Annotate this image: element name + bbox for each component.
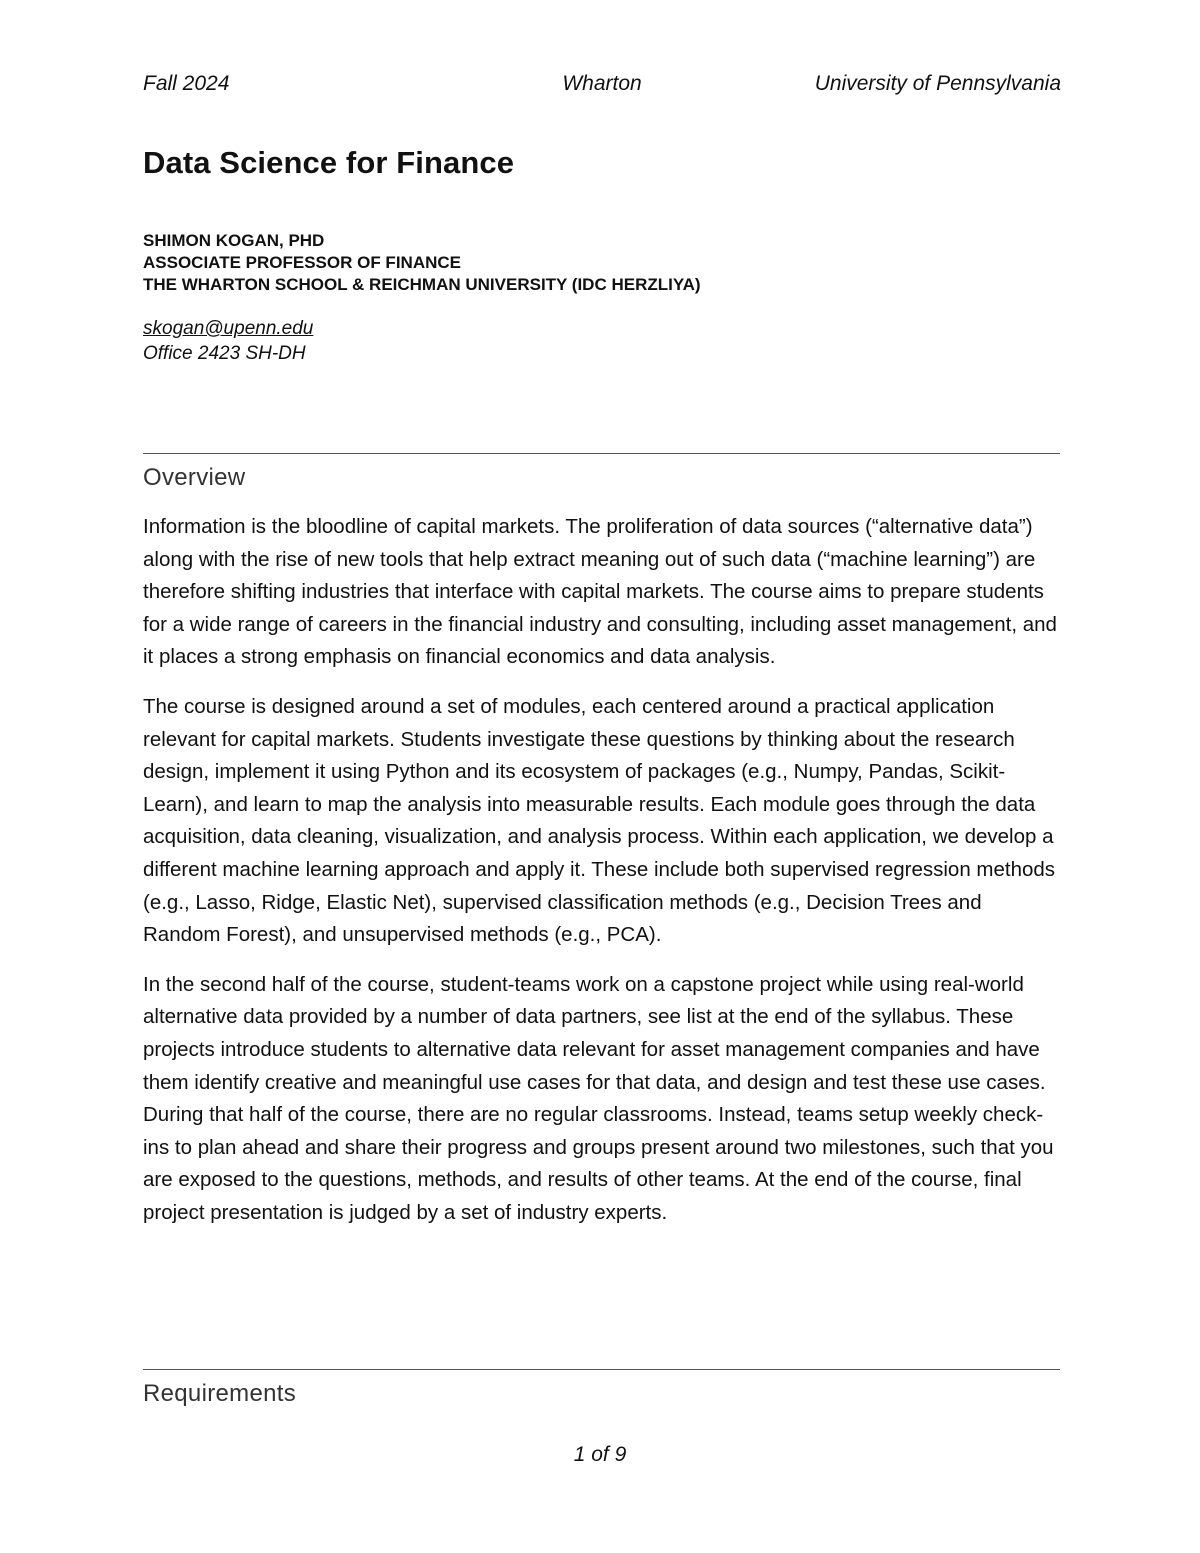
- author-affiliation: THE WHARTON SCHOOL & REICHMAN UNIVERSITY (IDC HERZLIYA): [143, 275, 701, 294]
- header-university: University of Pennsylvania: [814, 72, 1061, 95]
- header-school: Wharton: [562, 72, 642, 95]
- section-heading-overview: Overview: [143, 464, 246, 491]
- contact-block: [143, 316, 313, 366]
- author-block: [143, 230, 701, 296]
- overview-paragraph: The course is designed around a set of modules, each centered around a practical application relevant for capital markets. Students investigate these questions by thinking about the research design, implement it using Python and its ecosystem of packages (e.g., Numpy, Pandas, Scikit-Learn), and learn to map the analysis into measurable results. Each module goes through the data acquisition, data cleaning, visualization, and analysis process. Within each application, we develop a different machine learning approach and apply it. These include both supervised regression methods (e.g., Lasso, Ridge, Elastic Net), supervised classification methods (e.g., Decision Trees and Random Forest), and unsupervised methods (e.g., PCA).: [143, 694, 1056, 947]
- running-header: [143, 72, 1061, 100]
- section-divider: [143, 453, 1060, 454]
- author-name: SHIMON KOGAN, PHD: [143, 231, 325, 250]
- office-location: Office 2423 SH-DH: [143, 343, 306, 364]
- document-title: Data Science for Finance: [143, 145, 515, 180]
- author-position: ASSOCIATE PROFESSOR OF FINANCE: [143, 253, 461, 272]
- overview-body: [143, 511, 1063, 1246]
- email-link[interactable]: skogan@upenn.edu: [143, 318, 314, 339]
- overview-paragraph: In the second half of the course, student-teams work on a capstone project while using real-world alternative data provided by a number of data partners, see list at the end of the syllabus. These projects introduce students to alternative data relevant for asset management companies and have them identify creative and meaningful use cases for that data, and design and test these use cases. During that half of the course, there are no regular classrooms. Instead, teams setup weekly check-ins to plan ahead and share their progress and groups present around two milestones, such that you are exposed to the questions, methods, and results of other teams. At the end of the course, final project presentation is judged by a set of industry experts.: [143, 972, 1054, 1224]
- section-heading-requirements: Requirements: [143, 1380, 297, 1407]
- header-term: Fall 2024: [143, 72, 230, 95]
- overview-paragraph: Information is the bloodline of capital markets. The proliferation of data sources (“alternative data”) along with the rise of new tools that help extract meaning out of such data (“machine learning”) are therefore shifting industries that interface with capital markets. The course aims to prepare students for a wide range of careers in the financial industry and consulting, including asset management, and it places a strong emphasis on financial economics and data analysis.: [143, 515, 1057, 669]
- page-number: 1 of 9: [573, 1443, 627, 1466]
- section-divider: [143, 1369, 1060, 1370]
